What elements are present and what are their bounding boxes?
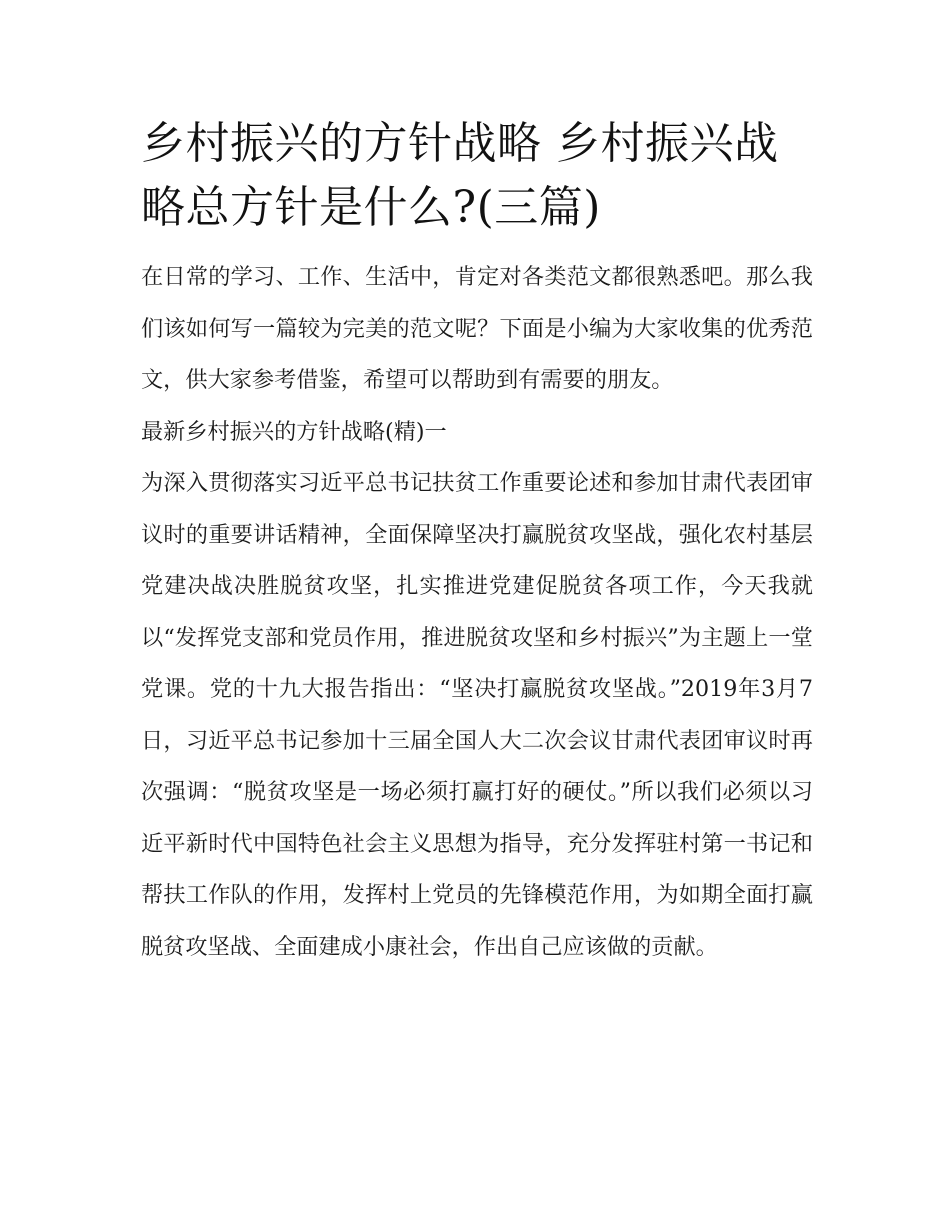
document-content (141, 112, 813, 973)
section-heading: 最新乡村振兴的方针战略(精)一 (141, 418, 447, 445)
intro-paragraph: 在日常的学习、工作、生活中，肯定对各类范文都很熟悉吧。那么我们该如何写一篇较为完美的范文呢？下面是小编为大家收集的优秀范文，供大家参考借鉴，希望可以帮助到有需要的朋友。 (141, 264, 813, 393)
document-title: 乡村振兴的方针战略 乡村振兴战略总方针是什么?(三篇) (141, 118, 779, 233)
body-paragraph: 为深入贯彻落实习近平总书记扶贫工作重要论述和参加甘肃代表团审议时的重要讲话精神，全面保障坚决打赢脱贫攻坚战，强化农村基层党建决战决胜脱贫攻坚，扎实推进党建促脱贫各项工作，今天我就以“发挥党支部和党员作用，推进脱贫攻坚和乡村振兴”为主题上一堂党课。党的十九大报告指出：“坚决打赢脱贫攻坚战。”2019年3月7日，习近平总书记参加十三届全国人大二次会议甘肃代表团审议时再次强调：“脱贫攻坚是一场必须打赢打好的硬仗。”所以我们必须以习近平新时代中国特色社会主义思想为指导，充分发挥驻村第一书记和帮扶工作队的作用，发挥村上党员的先锋模范作用，为如期全面打赢脱贫攻坚战、全面建成小康社会，作出自己应该做的贡献。 (141, 470, 813, 960)
